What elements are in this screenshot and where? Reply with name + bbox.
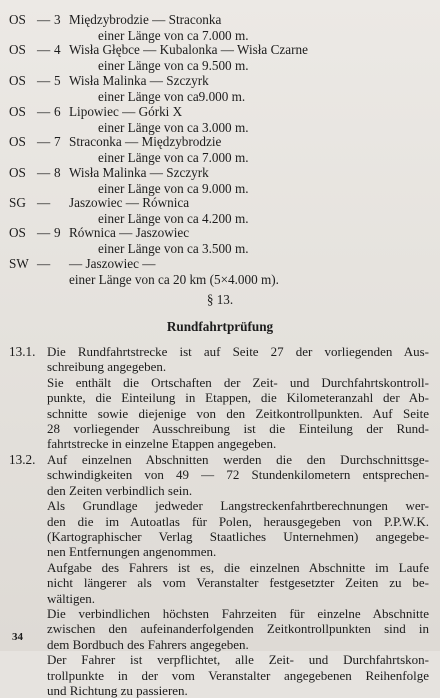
paragraph-line: Sie enthält die Ortschaften der Zeit- und Durchfahrtskontroll- [47,374,429,390]
stage-number: 9 [54,225,61,240]
stage-route: Wisła Malinka — Szczyrk [69,73,209,88]
stage-type: OS [9,12,26,27]
paragraph-line: und Richtung zu passieren. [47,683,188,698]
stage-entry [0,12,440,46]
paragraph-line: dem Bordbuch des Fahrers angegeben. [47,636,249,652]
stage-type: SG [9,195,26,210]
paragraph-line: nen Entfernungen angenommen. [47,544,217,560]
stage-route: Lipowiec — Górki X [69,104,183,119]
stage-type: OS [9,225,26,240]
stage-type: SW [9,256,29,271]
paragraph-line: nicht längerer als vom Veranstalter festgesetzter Zeiten zu be- [47,575,429,591]
paragraph-line: (Kartographischer Verlag Staatliches Unternehmen) angegebe- [47,529,429,544]
stage-dash: — [37,225,51,240]
stage-dash: — [37,104,51,119]
stage-route: Jaszowiec — Równica [69,195,190,210]
stage-entry [0,195,440,229]
stage-length: einer Länge von ca 9.000 m. [98,181,249,196]
stage-length: einer Länge von ca 3.000 m. [98,120,249,135]
stage-dash: — [37,42,51,57]
paragraph-line: Als Grundlage jedweder Langstreckenfahrtberechnungen wer- [47,498,429,514]
stage-dash: — [37,256,51,271]
stage-entry [0,104,440,138]
paragraph-line: 28 vorliegender Ausschreibung ist die Einteilung der Rund- [47,421,429,436]
stage-dash: — [37,134,51,149]
paragraph-line: Auf einzelnen Abschnitten werden die den Durchschnittsge- [47,452,429,467]
stage-number: 7 [54,134,61,149]
stage-type: OS [9,42,26,57]
paragraph-line: trollpunkte in der vom Veranstalter angegebenen Reihenfolge [47,667,429,683]
stage-route: Międzybrodzie — Straconka [69,12,222,27]
stage-length: einer Länge von ca 9.500 m. [98,58,249,73]
stage-number: 8 [54,165,61,180]
stage-type: OS [9,134,26,149]
stage-type: OS [9,104,26,119]
paragraph-line: den die im Autoatlas für Polen, herausgegeben von P.P.W.K. [47,513,429,529]
stage-type: OS [9,165,26,180]
stage-dash: — [37,73,51,88]
stage-type: OS [9,73,26,88]
stage-entry [0,42,440,76]
paragraph-line: schnitte sowie diejenige von den Zeitkontrollpunkten. Auf Seite [47,405,429,421]
stage-entry [0,256,440,290]
stage-route: Równica — Jaszowiec [69,225,190,240]
paragraph-line: fahrtstrecke in einzelne Etappen angegeben. [47,436,277,452]
stage-length: einer Länge von ca 7.000 m. [98,150,249,165]
stage-route: Wisła Głębce — Kubalonka — Wisła Czarne [69,42,308,57]
paragraph-line: den Zeiten verbindlich sein. [47,482,193,498]
paragraph-line: Die verbindlichen höchsten Fahrzeiten für einzelne Abschnitte [47,606,429,621]
paragraph-number: 13.2. [9,452,36,467]
stage-entry [0,165,440,199]
stage-number: 4 [54,42,61,57]
paragraph-line: Aufgabe des Fahrers ist es, die einzelnen Abschnitte im Laufe [47,559,429,575]
stage-number: 6 [54,104,61,119]
stage-route: Wisła Malinka — Szczyrk [69,165,209,180]
stage-entry [0,73,440,107]
stage-dash: — [37,165,51,180]
paragraph-line: punkte, die Einteilung in Etappen, die Kilometeranzahl der Ab- [47,390,429,406]
paragraph-line: Die Rundfahrtstrecke ist auf Seite 27 der vorliegenden Aus- [47,344,429,359]
stage-length: einer Länge von ca9.000 m. [98,89,246,104]
stage-entry [0,134,440,168]
stage-length: einer Länge von ca 4.200 m. [98,211,249,226]
stage-dash: — [37,12,51,27]
stage-route: Straconka — Międzybrodzie [69,134,222,149]
stage-number: 5 [54,73,61,88]
stage-dash: — [37,195,51,210]
paragraph-line: zwischen den aufeinanderfolgenden Zeitkontrollpunkten sind in [47,621,429,637]
stage-length: einer Länge von ca 20 km (5×4.000 m). [69,272,279,287]
stage-number: 3 [54,12,61,27]
page-number: 34 [12,631,23,643]
stage-entry [0,225,440,259]
paragraph-line: schwindigkeiten von 49 — 72 Stundenkilometern entsprechen- [47,467,429,483]
paragraph-line: Der Fahrer ist verpflichtet, alle Zeit- und Durchfahrtskon- [47,652,429,668]
section-title: Rundfahrtprüfung [166,319,274,334]
stage-route: — Jaszowiec — [69,256,156,271]
paragraph-number: 13.1. [9,344,36,359]
paragraph-line: schreibung angegeben. [47,359,167,375]
stage-length: einer Länge von ca 7.000 m. [98,28,249,43]
section-number: § 13. [206,292,234,307]
paragraph-line: wältigen. [47,590,96,606]
stage-length: einer Länge von ca 3.500 m. [98,241,249,256]
